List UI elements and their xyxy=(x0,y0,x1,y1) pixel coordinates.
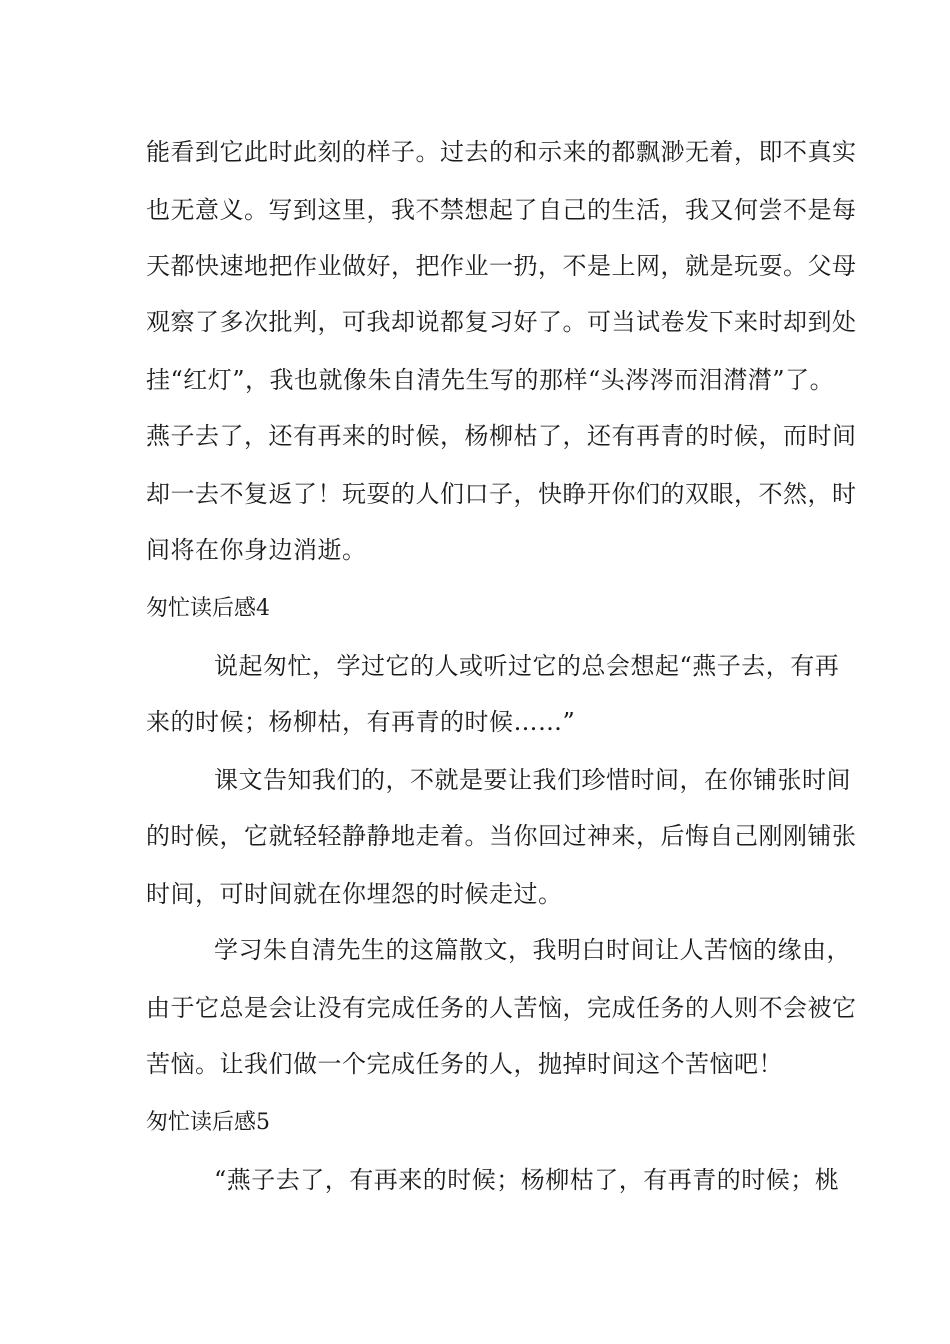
text-line: 来的时候；杨柳枯，有再青的时候……” xyxy=(146,708,576,736)
section-heading: 匆忙读后感4 xyxy=(146,596,270,621)
text-line: 也无意义。写到这里，我不禁想起了自己的生活，我又何尝不是每 xyxy=(146,196,857,224)
text-line: 天都快速地把作业做好，把作业一扔，不是上网，就是玩耍。父母 xyxy=(146,252,857,280)
text-line: 燕子去了，还有再来的时候，杨柳枯了，还有再青的时候，而时间 xyxy=(146,422,857,450)
text-line: 课文告知我们的，不就是要让我们珍惜时间，在你铺张时间 xyxy=(214,766,851,794)
text-line: 间将在你身边消逝。 xyxy=(146,536,367,564)
text-line: “燕子去了，有再来的时候；杨柳枯了，有再青的时候；桃 xyxy=(214,1166,840,1194)
text-line: 学习朱自清先生的这篇散文，我明白时间让人苦恼的缘由， xyxy=(214,936,851,964)
text-line: 观察了多次批判，可我却说都复习好了。可当试卷发下来时却到处 xyxy=(146,308,857,336)
text-line: 挂“红灯”，我也就像朱自清先生写的那样“头涔涔而泪潸潸”了。 xyxy=(146,366,835,394)
text-line: 时间，可时间就在你埋怨的时候走过。 xyxy=(146,880,563,908)
text-line: 却一去不复返了！玩耍的人们口子，快睁开你们的双眼，不然，时 xyxy=(146,480,857,508)
section-heading: 匆忙读后感5 xyxy=(146,1110,270,1135)
text-line: 由于它总是会让没有完成任务的人苦恼，完成任务的人则不会被它 xyxy=(146,994,857,1022)
text-line: 的时候，它就轻轻静静地走着。当你回过神来，后悔自己刚刚铺张 xyxy=(146,822,857,850)
text-line: 能看到它此时此刻的样子。过去的和示来的都飘渺无着，即不真实 xyxy=(146,138,857,166)
text-line: 苦恼。让我们做一个完成任务的人，抛掉时间这个苦恼吧！ xyxy=(146,1050,783,1078)
text-line: 说起匆忙，学过它的人或听过它的总会想起“燕子去，有再 xyxy=(214,652,840,680)
